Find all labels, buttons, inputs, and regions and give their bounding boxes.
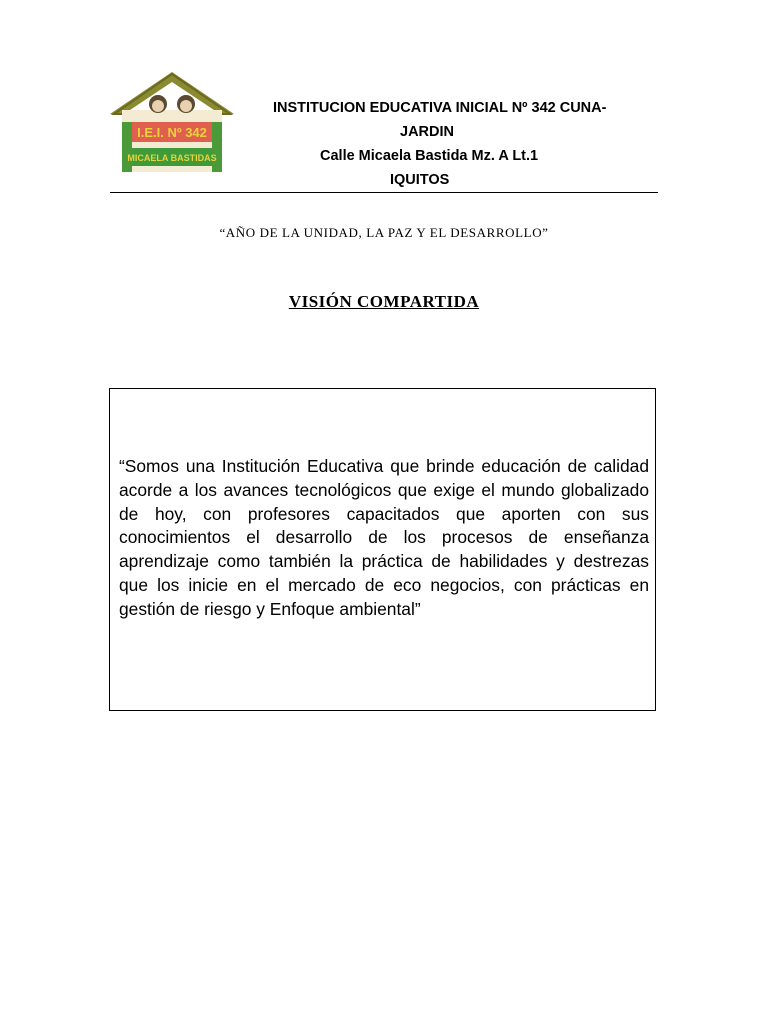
vision-text: “Somos una Institución Educativa que brinde educación de calidad acorde a los avances tecnológicos que exige el mundo globalizado de hoy, con profesores capacitados que aporten con sus conocimientos el desarrollo de los procesos de enseñanza aprendizaje como también la práctica de habilidades y destrezas que los inicie en el mercado de eco negocios, con prácticas en gestión de riesgo y Enfoque ambiental” [119, 456, 649, 619]
header-line-1: INSTITUCION EDUCATIVA INICIAL Nº 342 CUNA- [273, 100, 607, 116]
school-logo [108, 70, 236, 174]
header-divider [110, 192, 658, 193]
page-title: VISIÓN COMPARTIDA [288, 292, 480, 311]
logo-text-1: I.E.I. Nº 342 [137, 125, 207, 140]
header-line-3: Calle Micaela Bastida Mz. A Lt.1 [320, 148, 539, 164]
logo-text-2: MICAELA BASTIDAS [127, 153, 217, 163]
year-motto: “AÑO DE LA UNIDAD, LA PAZ Y EL DESARROLLO” [219, 225, 549, 240]
header-line-4: IQUITOS [390, 172, 450, 188]
header-line-2: JARDIN [400, 124, 454, 140]
vision-box [109, 388, 656, 711]
